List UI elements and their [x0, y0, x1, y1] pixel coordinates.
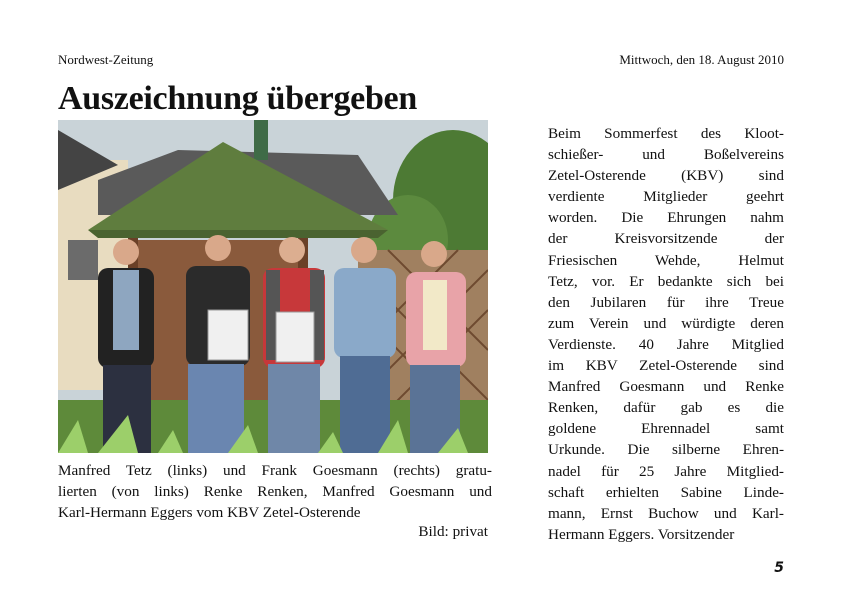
body-line: zum Verein und würdigte deren: [548, 314, 784, 332]
body-line: verdiente Mitglieder geehrt: [548, 188, 784, 206]
body-line: Beim Sommerfest des Kloot-: [548, 125, 784, 142]
newspaper-name: Nordwest-Zeitung: [58, 52, 154, 67]
photo-credit: Bild: privat: [418, 523, 488, 540]
caption-line: Karl-Hermann Eggers vom KBV Zetel-Osterende: [58, 504, 361, 521]
caption-line: lierten (von links) Renke Renken, Manfred Goesmann und: [58, 483, 492, 500]
page-number: 5: [774, 560, 784, 576]
body-line: den Jubilaren für ihre Treue: [548, 293, 784, 311]
photo-caption: [58, 460, 492, 523]
body-line: schießer- und Boßelvereins: [548, 146, 784, 164]
group-photo: [58, 120, 488, 453]
body-line: schaft erhielten Sabine Linde-: [548, 483, 784, 501]
body-line: Manfred Goesmann und Renke: [548, 378, 784, 396]
headline: Auszeichnung übergeben: [58, 80, 417, 117]
body-line: Zetel-Osterende (KBV) sind: [548, 167, 784, 185]
body-line: Friesischen Wehde, Helmut: [548, 251, 784, 269]
article-body: [548, 123, 784, 545]
publication-date: Mittwoch, den 18. August 2010: [619, 52, 784, 67]
body-line: nadel für 25 Jahre Mitglied-: [548, 462, 784, 480]
body-line: worden. Die Ehrungen nahm: [548, 209, 784, 227]
body-line: Hermann Eggers. Vorsitzender: [548, 525, 735, 543]
body-line: mann, Ernst Buchow und Karl-: [548, 504, 784, 522]
body-line: Tetz, vor. Er bedankte sich bei: [548, 272, 784, 290]
body-line: goldene Ehrennadel samt: [548, 420, 784, 438]
body-line: Urkunde. Die silberne Ehren-: [548, 441, 784, 459]
photo-illustration: [58, 120, 488, 453]
body-line: Renken, dafür gab es die: [548, 399, 784, 417]
body-line: Verdienste. 40 Jahre Mitglied: [548, 335, 784, 353]
body-line: der Kreisvorsitzende der: [548, 230, 784, 248]
caption-line: Manfred Tetz (links) und Frank Goesmann (rechts) gratu-: [58, 462, 492, 479]
body-line: im KBV Zetel-Osterende sind: [548, 357, 784, 375]
